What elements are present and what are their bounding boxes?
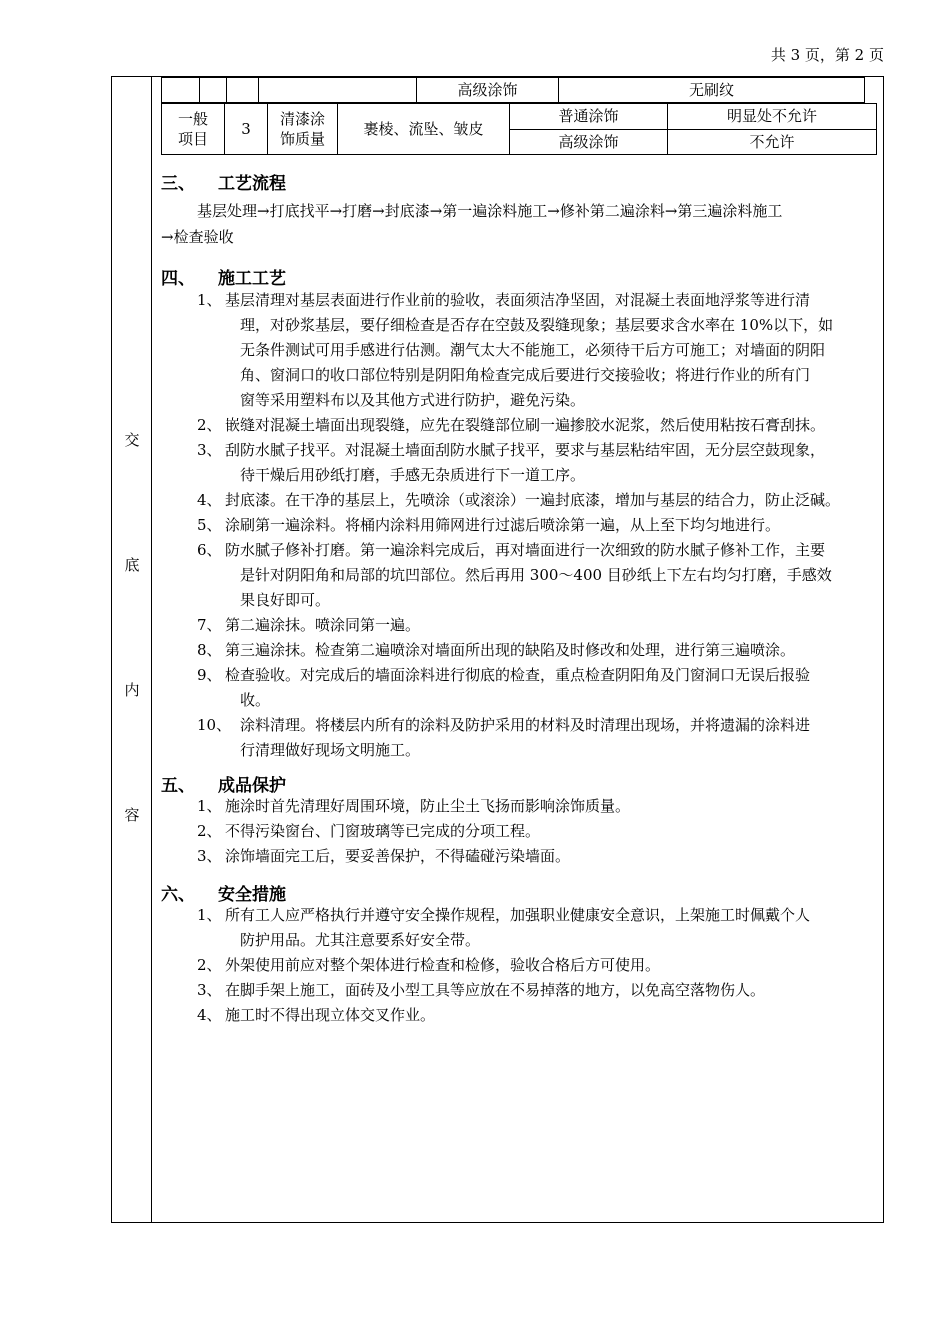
list-item-line: 不得污染窗台、门窗玻璃等已完成的分项工程。 bbox=[225, 822, 541, 840]
category-line: 一般 bbox=[177, 110, 208, 128]
list-item-line: 防水腻子修补打磨。第一遍涂料完成后，再对墙面进行一次细致的防水腻子修补工作，主要 bbox=[225, 541, 826, 559]
section-title: 成品保护 bbox=[218, 776, 286, 796]
table-cell: 高级涂饰 bbox=[417, 78, 559, 103]
list-item-line: 涂刷第一遍涂料。将桶内涂料用筛网进行过滤后喷涂第一遍，从上至下均匀地进行。 bbox=[225, 516, 781, 534]
side-label-char: 内 bbox=[124, 681, 140, 699]
section-heading-protection bbox=[161, 771, 286, 796]
list-item-line: 收。 bbox=[240, 691, 271, 709]
side-label-char: 底 bbox=[124, 556, 140, 574]
number-cell: 3 bbox=[225, 104, 268, 155]
list-item-line: 行清理做好现场文明施工。 bbox=[240, 741, 421, 759]
table-cell bbox=[227, 78, 259, 103]
list-item-line: 防护用品。尤其注意要系好安全带。 bbox=[240, 931, 481, 949]
list-item-line: 无条件测试可用手感进行估测。潮气太大不能施工，必须待干后方可施工；对墙面的阴阳 bbox=[240, 341, 826, 359]
list-item-line: 施工时不得出现立体交叉作业。 bbox=[225, 1006, 436, 1024]
requirement-cell: 明显处不允许 bbox=[668, 104, 877, 130]
list-item-line: 理，对砂浆基层，要仔细检查是否存在空鼓及裂缝现象；基层要求含水率在 10%以下，如 bbox=[240, 316, 834, 334]
list-item-line: 窗等采用塑料布以及其他方式进行防护，避免污染。 bbox=[240, 391, 586, 409]
list-item-number: 3、 bbox=[197, 441, 222, 459]
table-cell bbox=[162, 78, 200, 103]
list-item-number: 1、 bbox=[197, 797, 222, 815]
list-item-line: 刮防水腻子找平。对混凝土墙面刮防水腻子找平，要求与基层粘结牢固，无分层空鼓现象， bbox=[225, 441, 826, 459]
content-area bbox=[153, 77, 883, 1222]
item-line: 清漆涂 bbox=[279, 110, 325, 128]
side-label-char: 交 bbox=[124, 431, 140, 449]
table-cell bbox=[200, 78, 227, 103]
section-number: 六、 bbox=[161, 885, 195, 905]
list-item-line: 基层清理对基层表面进行作业前的验收，表面须洁净坚固，对混凝土表面地浮浆等进行清 bbox=[225, 291, 811, 309]
list-item-line: 第三遍涂抹。检查第二遍喷涂对墙面所出现的缺陷及时修改和处理，进行第三遍喷涂。 bbox=[225, 641, 796, 659]
requirement-cell: 不允许 bbox=[668, 129, 877, 155]
list-item-line: 嵌缝对混凝土墙面出现裂缝，应先在裂缝部位刷一遍掺胶水泥浆，然后使用粘按石膏刮抹。 bbox=[225, 416, 826, 434]
side-label-column bbox=[112, 77, 152, 1222]
list-item-line: 在脚手架上施工，面砖及小型工具等应放在不易掉落的地方，以免高空落物伤人。 bbox=[225, 981, 766, 999]
list-item-line: 封底漆。在干净的基层上，先喷涂（或滚涂）一遍封底漆，增加与基层的结合力，防止泛碱。 bbox=[225, 491, 841, 509]
list-item-number: 1、 bbox=[197, 906, 222, 924]
page-number: 共 3 页，第 2 页 bbox=[770, 46, 884, 64]
list-item-line: 检查验收。对完成后的墙面涂料进行彻底的检查，重点检查阴阳角及门窗洞口无误后报验 bbox=[225, 666, 811, 684]
disclosure-frame bbox=[111, 76, 884, 1223]
list-item-line: 涂饰墙面完工后，要妥善保护，不得磕碰污染墙面。 bbox=[225, 847, 571, 865]
item-line: 饰质量 bbox=[279, 130, 325, 148]
list-item-number: 4、 bbox=[197, 491, 222, 509]
section-number: 五、 bbox=[161, 776, 195, 796]
grade-cell: 高级涂饰 bbox=[510, 129, 668, 155]
list-item-number: 4、 bbox=[197, 1006, 222, 1024]
list-item-line: 第二遍涂抹。喷涂同第一遍。 bbox=[225, 616, 421, 634]
list-item-number: 5、 bbox=[197, 516, 222, 534]
section-title: 施工工艺 bbox=[218, 269, 286, 289]
section-title: 工艺流程 bbox=[218, 174, 286, 194]
list-item-number: 9、 bbox=[197, 666, 222, 684]
section-heading-safety bbox=[161, 880, 286, 905]
section-heading-process-flow bbox=[161, 169, 286, 194]
list-item-line: 果良好即可。 bbox=[240, 591, 331, 609]
list-item-number: 2、 bbox=[197, 416, 222, 434]
section-heading-construction bbox=[161, 264, 286, 289]
section-number: 三、 bbox=[161, 174, 195, 194]
list-item-number: 3、 bbox=[197, 847, 222, 865]
list-item-line: 所有工人应严格执行并遵守安全操作规程，加强职业健康安全意识，上架施工时佩戴个人 bbox=[225, 906, 811, 924]
criteria-table-top bbox=[161, 77, 865, 103]
list-item-number: 10、 bbox=[197, 716, 232, 734]
table-cell: 无刷纹 bbox=[559, 78, 865, 103]
list-item-line: 待干燥后用砂纸打磨，手感无杂质进行下一道工序。 bbox=[240, 466, 586, 484]
list-item-number: 2、 bbox=[197, 822, 222, 840]
list-item-number: 1、 bbox=[197, 291, 222, 309]
list-item-number: 6、 bbox=[197, 541, 222, 559]
list-item-number: 3、 bbox=[197, 981, 222, 999]
item-cell bbox=[268, 104, 338, 155]
side-label-char: 容 bbox=[124, 806, 140, 824]
defect-cell: 裹棱、流坠、皱皮 bbox=[338, 104, 510, 155]
category-cell bbox=[162, 104, 225, 155]
criteria-table bbox=[161, 103, 877, 155]
process-flow-line: 基层处理→打底找平→打磨→封底漆→第一遍涂料施工→修补第二遍涂料→第三遍涂料施工 bbox=[197, 202, 783, 220]
list-item-line: 外架使用前应对整个架体进行检查和检修，验收合格后方可使用。 bbox=[225, 956, 661, 974]
list-item-line: 施涂时首先清理好周围环境，防止尘土飞扬而影响涂饰质量。 bbox=[225, 797, 631, 815]
category-line: 项目 bbox=[177, 130, 208, 148]
list-item-number: 7、 bbox=[197, 616, 222, 634]
list-item-line: 角、窗洞口的收口部位特别是阴阳角检查完成后要进行交接验收；将进行作业的所有门 bbox=[240, 366, 811, 384]
section-title: 安全措施 bbox=[218, 885, 286, 905]
grade-cell: 普通涂饰 bbox=[510, 104, 668, 130]
list-item-line: 是针对阴阳角和局部的坑凹部位。然后再用 300～400 目砂纸上下左右均匀打磨，手感效 bbox=[240, 566, 832, 584]
list-item-line: 涂料清理。将楼层内所有的涂料及防护采用的材料及时清理出现场，并将遗漏的涂料进 bbox=[240, 716, 811, 734]
list-item-number: 2、 bbox=[197, 956, 222, 974]
list-item-number: 8、 bbox=[197, 641, 222, 659]
process-flow-line: →检查验收 bbox=[161, 228, 234, 246]
section-number: 四、 bbox=[161, 269, 195, 289]
table-cell bbox=[259, 78, 417, 103]
